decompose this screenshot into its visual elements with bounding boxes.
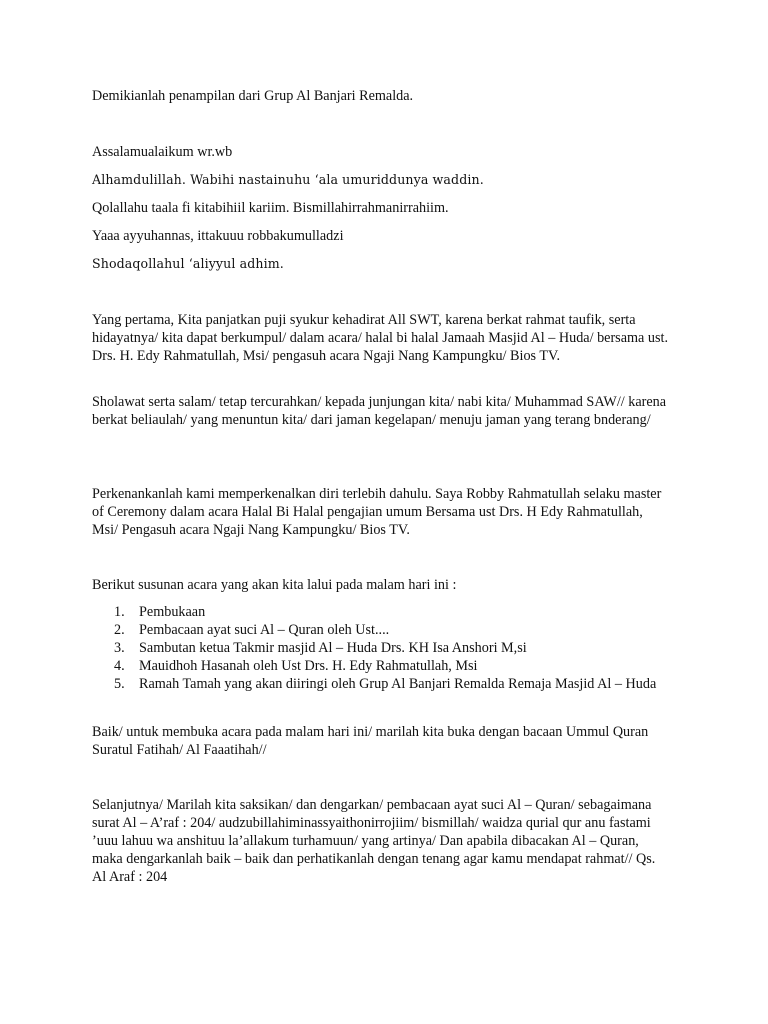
agenda-list xyxy=(92,603,672,693)
agenda-item-text: Pembacaan ayat suci Al – Quran oleh Ust.... xyxy=(139,622,390,638)
agenda-item xyxy=(92,675,672,693)
agenda-item xyxy=(92,621,672,639)
agenda-item-number: 1. xyxy=(114,604,125,620)
agenda-item-text: Ramah Tamah yang akan diiringi oleh Grup Al Banjari Remalda Remaja Masjid Al – Huda xyxy=(139,676,657,692)
opening-line-4: Shodaqollahul ‘aliyyul adhim. xyxy=(92,256,284,271)
opening-line-2: Qolallahu taala fi kitabihiil kariim. Bismillahirrahmanirrahiim. xyxy=(92,200,449,216)
paragraph-opening-prayer: Baik/ untuk membuka acara pada malam hari ini/ marilah kita buka dengan bacaan Ummul Quran Suratul Fatihah/ Al Faaatihah// xyxy=(92,724,649,758)
agenda-item-number: 5. xyxy=(114,676,125,692)
agenda-item-number: 2. xyxy=(114,622,125,638)
agenda-item-text: Pembukaan xyxy=(139,604,206,620)
agenda-intro: Berikut susunan acara yang akan kita lalui pada malam hari ini : xyxy=(92,577,457,593)
agenda-item-text: Mauidhoh Hasanah oleh Ust Drs. H. Edy Rahmatullah, Msi xyxy=(139,658,478,674)
agenda-item-number: 3. xyxy=(114,640,125,656)
opening-line-3: Yaaa ayyuhannas, ittakuuu robbakumulladzi xyxy=(92,228,344,244)
opening-line-1: Alhamdulillah. Wabihi nastainuhu ‘ala umuriddunya waddin. xyxy=(92,172,484,187)
agenda-item xyxy=(92,657,672,675)
agenda-item xyxy=(92,639,672,657)
paragraph-sholawat: Sholawat serta salam/ tetap tercurahkan/ kepada junjungan kita/ nabi kita/ Muhammad SAW// karena berkat beliaulah/ yang menuntun kita/ dari jaman kegelapan/ menuju jaman yang terang bnderang/ xyxy=(92,394,667,428)
greeting-line: Assalamualaikum wr.wb xyxy=(92,144,233,160)
paragraph-introduction: Perkenankanlah kami memperkenalkan diri terlebih dahulu. Saya Robby Rahmatullah selaku master of Ceremony dalam acara Halal Bi Halal pengajian umum Bersama ust Drs. H Edy Rahmatullah, Msi/ Pengasuh acara Ngaji Nang Kampungku/ Bios TV. xyxy=(92,486,662,538)
paragraph-quran-recitation: Selanjutnya/ Marilah kita saksikan/ dan dengarkan/ pembacaan ayat suci Al – Quran/ sebagaimana surat Al – A’raf : 204/ audzubillahiminassyaithonirrojiim/ bismillah/ waidza qurial qur anu fastami ’uuu lahuu wa anshituu la’allakum turhamuun/ yang artinya/ Dan apabila dibacakan Al – Quran, maka dengarkanlah baik – baik dan perhatikanlah dengan tenang agar kamu mendapat rahmat// Qs. Al Araf : 204 xyxy=(92,797,656,885)
agenda-item xyxy=(92,603,672,621)
closing-line: Demikianlah penampilan dari Grup Al Banjari Remalda. xyxy=(92,88,414,104)
agenda-item-text: Sambutan ketua Takmir masjid Al – Huda Drs. KH Isa Anshori M,si xyxy=(139,640,527,656)
agenda-item-number: 4. xyxy=(114,658,125,674)
paragraph-praise: Yang pertama, Kita panjatkan puji syukur kehadirat All SWT, karena berkat rahmat taufik, serta hidayatnya/ kita dapat berkumpul/ dalam acara/ halal bi halal Jamaah Masjid Al – Huda/ bersama ust. Drs. H. Edy Rahmatullah, Msi/ pengasuh acara Ngaji Nang Kampungku/ Bios TV. xyxy=(92,312,668,364)
